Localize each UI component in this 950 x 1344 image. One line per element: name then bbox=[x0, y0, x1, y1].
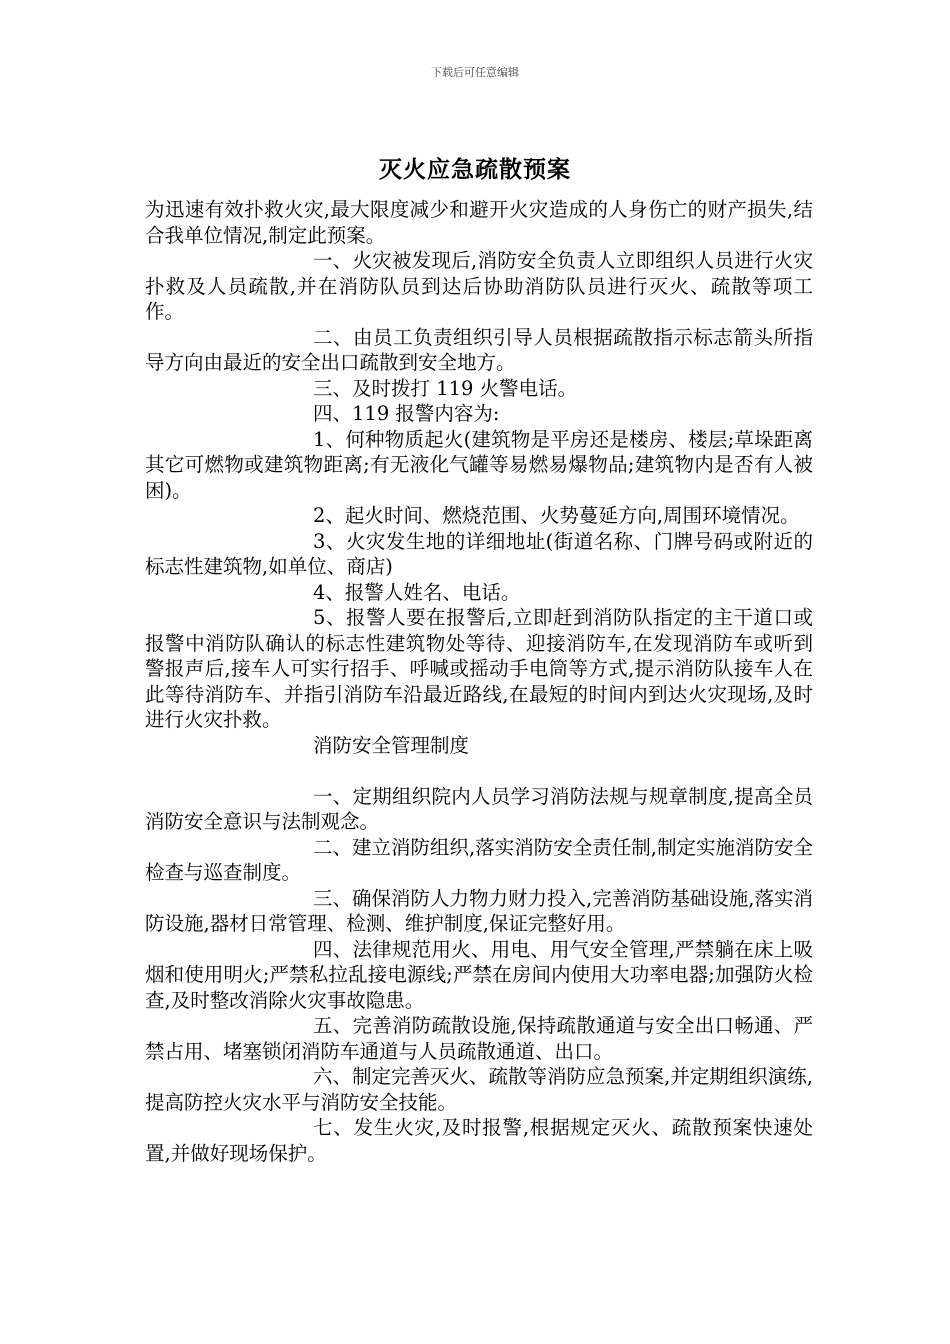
plan-item-3: 三、及时拨打 119 火警电话。 bbox=[313, 376, 578, 400]
rule-item-5: 五、完善消防疏散设施,保持疏散通道与安全出口畅通、严禁占用、堵塞锁闭消防车通道与人员疏散通道、出口。 bbox=[145, 1014, 813, 1063]
rule-item-6: 六、制定完善灭火、疏散等消防应急预案,并定期组织演练,提高防控火灾水平与消防安全技能。 bbox=[145, 1065, 813, 1114]
rule-item-4: 四、法律规范用火、用电、用气安全管理,严禁躺在床上吸烟和使用明火;严禁私拉乱接电源线;严禁在房间内使用大功率电器;加强防火检查,及时整改消除火灾事故隐患。 bbox=[145, 937, 813, 1012]
report-item-1: 1、何种物质起火(建筑物是平房还是楼房、楼层;草垛距离其它可燃物或建筑物距离;有无液化气罐等易燃易爆物品;建筑物内是否有人被困)。 bbox=[145, 427, 813, 502]
document-body bbox=[145, 197, 813, 1166]
report-item-5: 5、报警人要在报警后,立即赶到消防队指定的主干道口或报警中消防队确认的标志性建筑物处等待、迎接消防车,在发现消防车或听到警报声后,接车人可实行招手、呼喊或摇动手电筒等方式,提示消防队接车人在此等待消防车、并指引消防车沿最近路线,在最短的时间内到达火灾现场,及时进行火灾扑救。 bbox=[145, 606, 813, 731]
rule-item-7: 七、发生火灾,及时报警,根据规定灭火、疏散预案快速处置,并做好现场保护。 bbox=[145, 1116, 813, 1165]
plan-item-4: 四、119 报警内容为: bbox=[313, 402, 500, 425]
report-item-3: 3、火灾发生地的详细地址(街道名称、门牌号码或附近的标志性建筑物,如单位、商店) bbox=[145, 529, 813, 578]
page-header-note: 下载后可任意编辑 bbox=[431, 66, 519, 79]
document-title: 灭火应急疏散预案 bbox=[379, 156, 571, 183]
report-item-2: 2、起火时间、燃烧范围、火势蔓延方向,周围环境情况。 bbox=[313, 504, 800, 527]
rule-item-2: 二、建立消防组织,落实消防安全责任制,制定实施消防安全检查与巡查制度。 bbox=[145, 835, 813, 884]
blank-line bbox=[145, 758, 813, 784]
report-item-4: 4、报警人姓名、电话。 bbox=[313, 580, 521, 604]
plan-item-2: 二、由员工负责组织引导人员根据疏散指示标志箭头所指导方向由最近的安全出口疏散到安全地方。 bbox=[145, 325, 813, 374]
rule-item-1: 一、定期组织院内人员学习消防法规与规章制度,提高全员消防安全意识与法制观念。 bbox=[145, 784, 813, 833]
plan-item-1: 一、火灾被发现后,消防安全负责人立即组织人员进行火灾扑救及人员疏散,并在消防队员到达后协助消防队员进行灭火、疏散等项工作。 bbox=[145, 249, 813, 323]
intro-paragraph: 为迅速有效扑救火灾,最大限度减少和避开火灾造成的人身伤亡的财产损失,结合我单位情况,制定此预案。 bbox=[145, 198, 813, 247]
section-heading: 消防安全管理制度 bbox=[313, 733, 470, 757]
rule-item-3: 三、确保消防人力物力财力投入,完善消防基础设施,落实消防设施,器材日常管理、检测、维护制度,保证完整好用。 bbox=[145, 886, 813, 935]
